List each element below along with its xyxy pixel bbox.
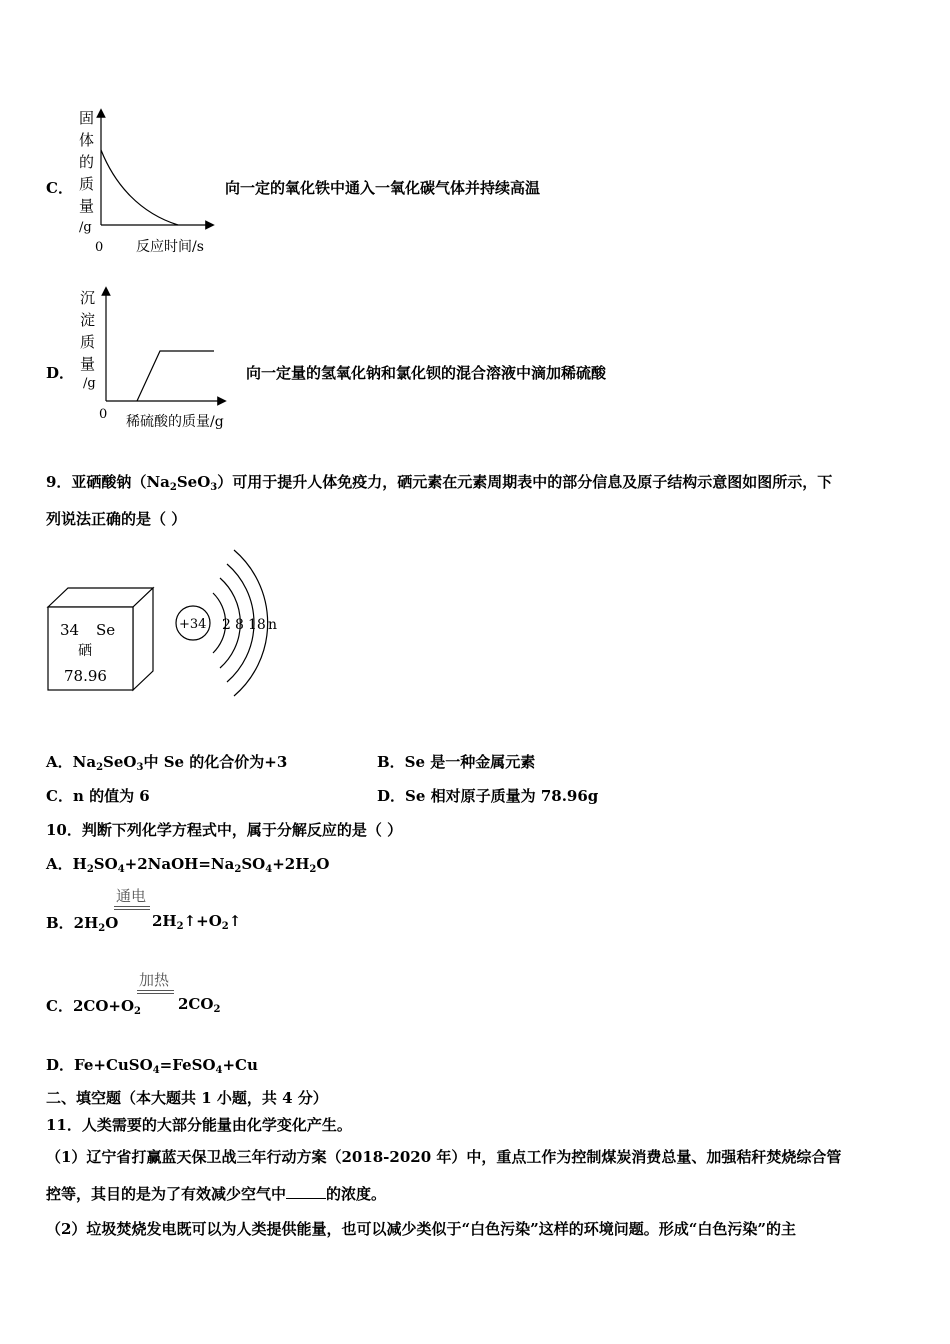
q11-part1-line1: （1）辽宁省打赢蓝天保卫战三年行动方案（2018-2020 年）中，重点工作为控制煤炭消费总量、加强秸秆焚烧综合管 [46,1148,842,1166]
shell-electrons-2: 8 [235,617,244,633]
q10-option-b-equals [114,906,150,910]
q10-option-c-condition: 加热 [139,971,170,989]
graph-c-yunit: /g [79,220,92,235]
q10-option-c-left: C．$2CO+O_2$ [46,997,141,1017]
q9-option-b: B．Se 是一种金属元素 [377,753,536,771]
q10-option-d: D．Fe+CuSO$_4$=FeSO$_4$+Cu [46,1056,258,1076]
q9-stem-line2: 列说法正确的是（ ） [46,510,187,528]
graph-c-ylabel-5: 量 [79,197,95,215]
shell-electrons-3: 18 [248,617,266,633]
graph-c-ylabel-2: 体 [79,131,95,149]
graph-c-origin: 0 [95,240,104,255]
q10-option-c-equals [137,990,174,994]
atom-nucleus-charge: +34 [179,617,207,632]
option-c-description: 向一定的氧化铁中通入一氧化碳气体并持续高温 [225,179,541,197]
graph-c-ylabel-3: 的 [79,153,95,171]
element-symbol: Se [96,621,116,639]
element-mass: 78.96 [64,667,107,685]
q9-option-c: C．n 的值为 6 [46,787,150,805]
q9-stem-line1: 9．亚硒酸钠$(Na_2SeO_3)$可用于提升人体免疫力，硒元素在元素周期表中的部分信息及原子结构示意图如图所示，下 [46,473,833,493]
shell-electrons-1: 2 [222,617,231,633]
graph-c [70,105,230,260]
graph-c-ylabel-4: 质 [79,175,95,193]
graph-d-xlabel: 稀硫酸的质量/g [126,414,224,430]
element-cell-diagram [44,585,159,695]
option-d-letter: D． [46,364,75,382]
q9-option-a: A．$Na_2SeO_3$中 Se 的化合价为+3 [46,753,288,773]
q10-stem: 10．判断下列化学方程式中，属于分解反应的是（ ） [46,821,403,839]
q10-option-b-condition: 通电 [116,887,147,905]
q11-part2-line1: （2）垃圾焚烧发电既可以为人类提供能量，也可以减少类似于“白色污染”这样的环境问题。形成“白色污染”的主 [46,1220,796,1238]
graph-d-ylabel-2: 淀 [80,311,96,329]
graph-c-ylabel-1: 固 [79,109,95,127]
q10-option-c-right: $2CO_2$ [178,995,221,1015]
option-d-description: 向一定量的氢氧化钠和氯化钡的混合溶液中滴加稀硫酸 [246,364,607,382]
q11-part1-line2: 控等，其目的是为了有效减少空气中 的浓度。 [46,1185,387,1203]
q11-answer-blank[interactable] [286,1186,326,1199]
graph-d [70,283,250,438]
q9-option-d: D．Se 相对原子质量为 78.96g [377,787,599,805]
section-2-heading: 二、填空题（本大题共 1 小题，共 4 分） [46,1089,328,1107]
q10-option-b-right: $2H_2↑+O_2↑$ [152,912,242,932]
graph-d-yunit: /g [83,376,96,391]
q10-option-a: A．$H_2SO_4+2NaOH=Na_2SO_4+2H_2O$ [46,855,330,875]
element-name: 硒 [78,643,92,659]
shell-electrons-4: n [268,617,278,633]
graph-c-curve [101,150,178,225]
graph-d-ylabel-3: 质 [80,333,96,351]
option-c-letter: C． [46,179,73,197]
graph-c-xlabel: 反应时间/s [136,239,204,255]
graph-d-ylabel-1: 沉 [80,289,96,307]
graph-d-line [137,351,214,401]
atomic-structure-diagram [170,545,290,700]
q11-stem: 11．人类需要的大部分能量由化学变化产生。 [46,1116,352,1134]
graph-d-ylabel-4: 量 [80,355,96,373]
q10-option-b-left: B．$2H_2O$ [46,914,119,934]
element-atomic-number: 34 [60,621,80,639]
graph-d-origin: 0 [99,407,108,422]
